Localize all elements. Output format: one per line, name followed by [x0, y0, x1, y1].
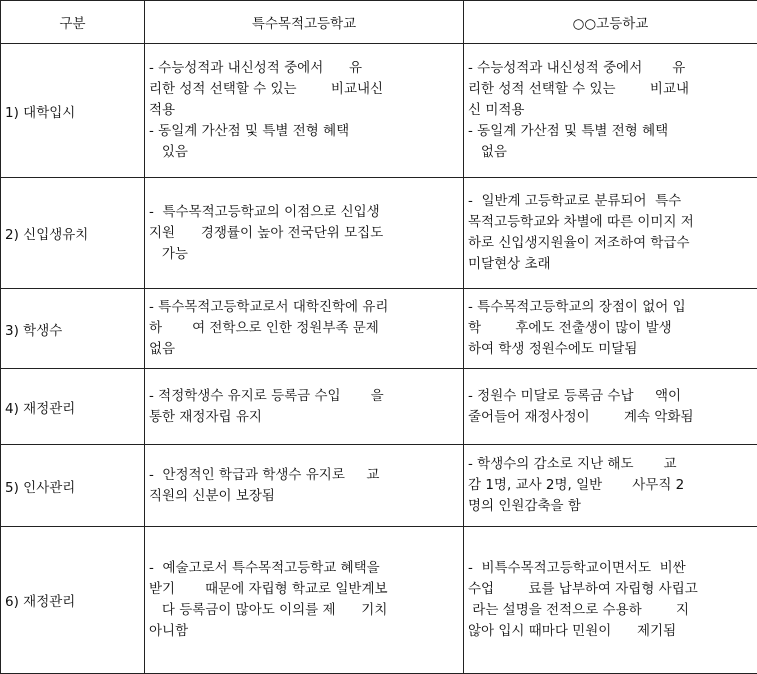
cell-line: 없음 — [149, 341, 176, 357]
general-school-cell — [464, 178, 757, 289]
header-row — [1, 1, 757, 44]
row-category: 1) 대학입시 — [1, 44, 145, 178]
cell-line: - 예술고로서 특수목적고등학교 혜택을 — [149, 560, 380, 576]
cell-line: - 비특수목적고등학교이면서도 비싼 — [468, 560, 686, 576]
cell-line: 수업 료를 납부하여 자립형 사립고 — [468, 581, 698, 597]
cell-line: 직원의 신분이 보장됨 — [149, 487, 275, 504]
table-row — [1, 527, 757, 674]
cell-line: 지원 경쟁률이 높아 전국단위 모집도 — [149, 224, 384, 241]
cell-line: 목적고등학교와 차별에 따른 이미지 저 — [468, 214, 694, 230]
special-school-cell — [145, 445, 464, 527]
cell-line: - 안정적인 학급과 학생수 유지로 교 — [149, 466, 380, 483]
cell-line: - 특수목적고등학교로서 대학진학에 유리 — [149, 299, 389, 315]
cell-line: 받기 때문에 자립형 학교로 일반계보 — [149, 581, 388, 597]
general-school-cell — [464, 369, 757, 445]
cell-line: 미달현상 초래 — [468, 256, 551, 272]
general-school-cell — [464, 289, 757, 369]
cell-line: 감 1명, 교사 2명, 일반 사무직 2 — [468, 477, 685, 493]
table-body — [1, 44, 757, 674]
table-row — [1, 445, 757, 527]
cell-line: 하여 학생 정원수에도 미달됨 — [468, 341, 638, 357]
cell-line: 다 등록금이 많아도 이의를 제 기치 — [149, 602, 388, 618]
header-special-school: 특수목적고등학교 — [145, 1, 464, 44]
cell-line: 가능 — [149, 245, 188, 262]
cell-line: 하 여 전학으로 인한 정원부족 문제 — [149, 320, 379, 336]
cell-line: 아니함 — [149, 623, 189, 639]
cell-line: - 일반계 고등학교로 분류되어 특수 — [468, 193, 682, 209]
cell-line: 리한 성적 선택할 수 있는 비교내신 — [149, 81, 384, 97]
cell-line: 라는 설명을 전적으로 수용하 지 — [468, 602, 690, 618]
header-category: 구분 — [1, 1, 145, 44]
cell-line: 통한 재정자립 유지 — [149, 408, 262, 425]
general-school-cell — [464, 44, 757, 178]
general-school-cell — [464, 445, 757, 527]
cell-line: 줄어들어 재정사정이 계속 악화됨 — [468, 408, 694, 425]
cell-line: - 학생수의 감소로 지난 해도 교 — [468, 456, 677, 472]
cell-line: - 정원수 미달로 등록금 수납 액이 — [468, 387, 682, 404]
cell-line: 않아 입시 때마다 민원이 제기됨 — [468, 623, 677, 639]
table-row — [1, 369, 757, 445]
cell-line: 적용 — [149, 102, 176, 118]
cell-line: - 적정학생수 유지로 등록금 수입 을 — [149, 387, 384, 404]
table-row — [1, 289, 757, 369]
special-school-cell — [145, 178, 464, 289]
row-category: 6) 재정관리 — [1, 527, 145, 674]
cell-line: - 특수목적고등학교의 이점으로 신입생 — [149, 203, 380, 220]
row-category: 2) 신입생유치 — [1, 178, 145, 289]
row-category: 5) 인사관리 — [1, 445, 145, 527]
table-row — [1, 44, 757, 178]
general-school-cell — [464, 527, 757, 674]
cell-line: 하로 신입생지원율이 저조하여 학급수 — [468, 235, 690, 251]
cell-line: 없음 — [468, 144, 507, 160]
special-school-cell — [145, 44, 464, 178]
cell-line: 명의 인원감축을 함 — [468, 498, 581, 514]
special-school-cell — [145, 527, 464, 674]
cell-line: - 동일계 가산점 및 특별 전형 혜택 — [149, 123, 350, 139]
cell-line: - 특수목적고등학교의 장점이 없어 입 — [468, 299, 686, 315]
special-school-cell — [145, 289, 464, 369]
cell-line: 학 후에도 전출생이 많이 발생 — [468, 320, 672, 336]
cell-line: 있음 — [149, 144, 188, 160]
table-row — [1, 178, 757, 289]
header-general-school: ○○고등하교 — [464, 1, 757, 44]
special-school-cell — [145, 369, 464, 445]
row-category: 4) 재정관리 — [1, 369, 145, 445]
cell-line: 신 미적용 — [468, 102, 525, 118]
cell-line: - 수능성적과 내신성적 중에서 유 — [468, 60, 686, 76]
cell-line: - 동일계 가산점 및 특별 전형 혜택 — [468, 123, 669, 139]
cell-line: - 수능성적과 내신성적 중에서 유 — [149, 60, 363, 76]
row-category: 3) 학생수 — [1, 289, 145, 369]
cell-line: 리한 성적 선택할 수 있는 비교내 — [468, 81, 690, 97]
